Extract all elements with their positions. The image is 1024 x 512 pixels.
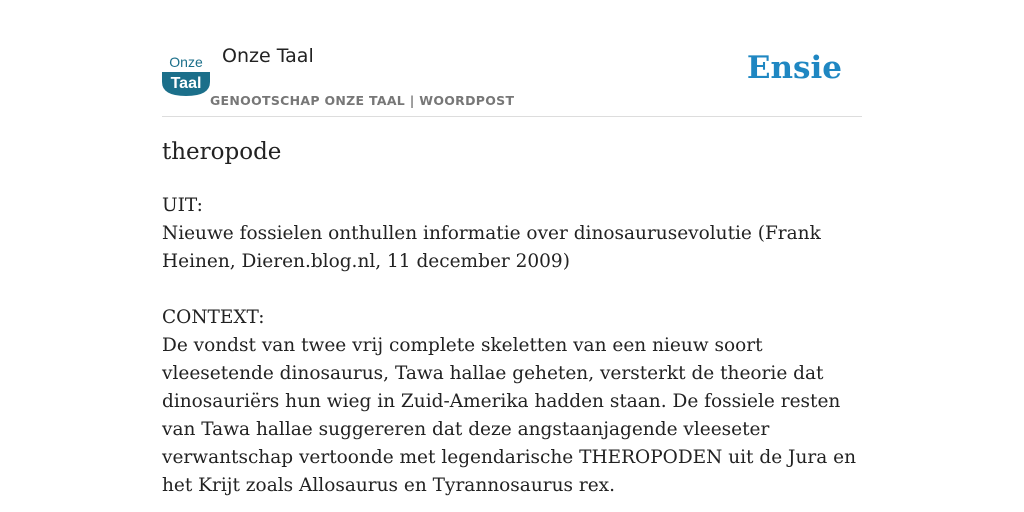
header xyxy=(162,0,862,117)
entry-body: UIT: Nieuwe fossielen onthullen informatie over dinosaurusevolutie (Frank Heinen, Dieren.blog.nl, 11 december 2009) CONTEXT: De vondst van twee vrij complete skeletten van een nieuw soort vleesetende dinosaurus, Tawa hallae geheten, versterkt de theorie dat dinosauriërs hun wieg in Zuid-Amerika hadden staan. De fossiele resten van Tawa hallae suggereren dat deze angstaanjagende vleeseter verwantschap vertoonde met legendarische THEROPODEN uit de Jura en het Krijt zoals Allosaurus en Tyrannosaurus rex. xyxy=(162,195,856,496)
brand-name[interactable]: Onze Taal xyxy=(222,45,314,67)
logo-text-top: Onze xyxy=(169,54,203,70)
entry-card xyxy=(162,0,862,512)
onze-taal-logo[interactable] xyxy=(162,52,210,96)
logo-text-bottom: Taal xyxy=(170,75,202,92)
brand-subtitle: GENOOTSCHAP ONZE TAAL | WOORDPOST xyxy=(210,93,515,108)
entry-title: theropode xyxy=(162,139,282,165)
ensie-logo[interactable]: Ensie xyxy=(746,50,842,86)
